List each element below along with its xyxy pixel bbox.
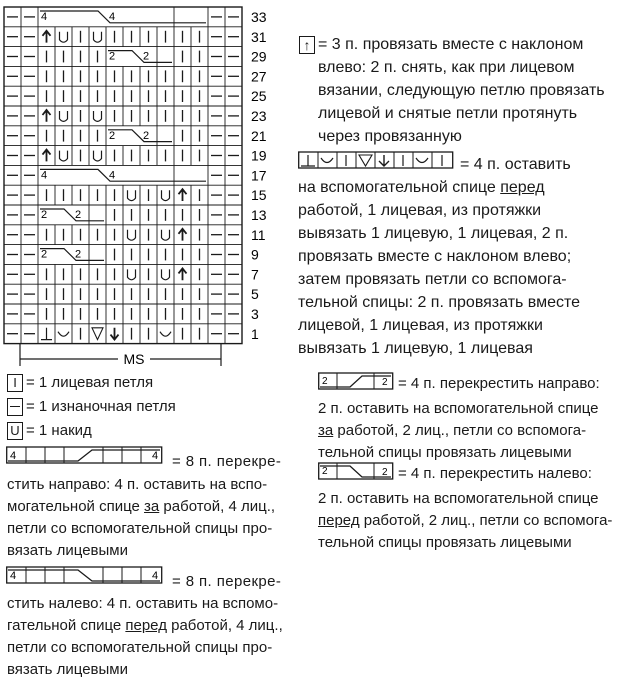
cable-4-left-num-a: 4 (10, 570, 17, 582)
cable-2-right-num-b: 2 (382, 377, 388, 388)
row-number: 5 (251, 286, 259, 303)
cable-4-right-num-b: 4 (152, 450, 159, 462)
yarn-over-symbol: U (7, 422, 23, 440)
cluster-legend-line: лицевой, 1 лицевая, из протяжки (298, 317, 543, 334)
cable-4-right-num-a: 4 (10, 450, 17, 462)
knit-legend: = 1 лицевая петля (26, 374, 154, 391)
cable-num: 4 (41, 11, 48, 23)
cable-4-left-legend-a: = 8 п. перекре- (172, 573, 282, 590)
row-numbers (251, 9, 267, 342)
cluster-legend-rest (298, 199, 618, 360)
cluster-legend-first: = 4 п. оставить (460, 156, 571, 173)
row-number: 25 (251, 88, 267, 105)
cable-num: 2 (41, 248, 48, 261)
cable-num: 4 (109, 11, 116, 23)
cable-num: 2 (109, 129, 116, 142)
row-number: 9 (251, 246, 259, 263)
cable-num: 2 (75, 209, 82, 221)
cable-4-left-legend-c: гательной спице перед работой, 4 лиц., (7, 617, 283, 634)
k3tog-legend-line: лицевой и снятые петли протянуть (318, 105, 578, 122)
row-number: 27 (251, 68, 267, 85)
cable-4-left-legend-b: стить налево: 4 п. оставить на вспомо- (7, 595, 279, 612)
cable-4-left-legend-d: петли со вспомогательной спицы про- (7, 639, 273, 656)
cable-4-right-legend-e: вязать лицевыми (7, 542, 129, 559)
chart-grid (4, 7, 242, 344)
yarn-over-legend: = 1 накид (26, 422, 92, 439)
row-number: 13 (251, 207, 267, 223)
purl-symbol (7, 398, 23, 416)
cable-4-left-num-b: 4 (152, 570, 159, 582)
cable-2-left-num-b: 2 (382, 467, 388, 478)
row-number: 3 (251, 306, 259, 322)
k3tog-legend-line: влево: 2 п. снять, как при лицевом (318, 59, 575, 76)
cable-2-left-symbol (318, 462, 394, 482)
cable-num: 2 (75, 248, 82, 261)
cable-num: 2 (143, 129, 150, 142)
cluster-legend-line: работой, 1 лицевая, из протяжки (298, 202, 542, 219)
knit-symbol: I (7, 374, 23, 392)
k3tog-legend-line: через провязанную (318, 128, 462, 145)
cable-2-left-legend-d: тельной спицы провязать лицевыми (318, 534, 572, 551)
row-number: 15 (251, 187, 267, 204)
cable-4-right-legend-a: = 8 п. перекре- (172, 453, 282, 470)
cluster-legend-line: вывязать 1 лицевую, 1 лицевая, 2 п. (298, 225, 569, 242)
row-number: 31 (251, 28, 267, 45)
cable-4-left-legend-e: вязать лицевыми (7, 661, 129, 678)
cable-2-right-legend-b: 2 п. оставить на вспомогательной спице (318, 400, 599, 417)
cluster-legend-line: провязать вместе с наклоном влево; (298, 248, 572, 265)
cluster-legend-1: на вспомогательной спице перед (298, 179, 545, 196)
row-number: 21 (251, 127, 267, 144)
row-number: 1 (251, 325, 259, 342)
row-number: 17 (251, 167, 267, 184)
cable-2-right-num-a: 2 (322, 376, 328, 387)
cable-2-right-legend-a: = 4 п. перекрестить направо: (398, 375, 600, 392)
purl-legend: = 1 изнаночная петля (26, 398, 176, 415)
k3tog-symbol: ↑ (299, 36, 315, 54)
k3tog-legend-line: = 3 п. провязать вместе с наклоном (318, 36, 584, 53)
cable-4-right-symbol (6, 446, 163, 466)
cable-2-left-num-a: 2 (322, 466, 328, 477)
cable-2-right-legend-d: тельной спицы провязать лицевыми (318, 444, 572, 461)
cable-2-left-legend-a: = 4 п. перекрестить налево: (398, 465, 592, 482)
cluster-legend-line: тельной спицы: 2 п. провязать вместе (298, 294, 581, 311)
cluster-symbol (298, 151, 454, 171)
cable-4-right-legend-c: могательной спице за работой, 4 лиц., (7, 498, 276, 515)
cable-2-left-legend-b: 2 п. оставить на вспомогательной спице (318, 490, 599, 507)
cluster-legend-line: вывязать 1 лицевую, 1 лицевая (298, 340, 533, 357)
cable-2-left-legend-c: перед работой, 2 лиц., петли со вспомога- (318, 512, 613, 529)
cable-num: 4 (41, 169, 48, 182)
row-number: 19 (251, 147, 267, 164)
row-number: 33 (251, 9, 267, 25)
cable-4-left-symbol (6, 566, 163, 586)
row-number: 23 (251, 108, 267, 124)
cable-2-right-symbol (318, 372, 394, 392)
cable-num: 2 (143, 50, 150, 63)
cluster-legend-line: затем провязать петли со вспомога- (298, 271, 567, 288)
repeat-bracket (20, 344, 221, 367)
cable-4-right-legend-b: стить направо: 4 п. оставить на вспо- (7, 476, 268, 493)
cable-2-right-legend-c: за работой, 2 лиц., петли со вспомога- (318, 422, 587, 439)
k3tog-legend (318, 33, 618, 148)
cable-num: 2 (41, 209, 48, 221)
repeat-label: MS (123, 351, 145, 367)
k3tog-legend-line: вязании, следующую петлю провязать (318, 82, 605, 99)
row-number: 11 (251, 226, 266, 243)
row-number: 29 (251, 48, 267, 65)
cable-num: 4 (109, 169, 116, 182)
cable-4-right-legend-d: петли со вспомогательной спицы про- (7, 520, 273, 537)
row-number: 7 (251, 266, 259, 283)
cable-num: 2 (109, 50, 116, 63)
